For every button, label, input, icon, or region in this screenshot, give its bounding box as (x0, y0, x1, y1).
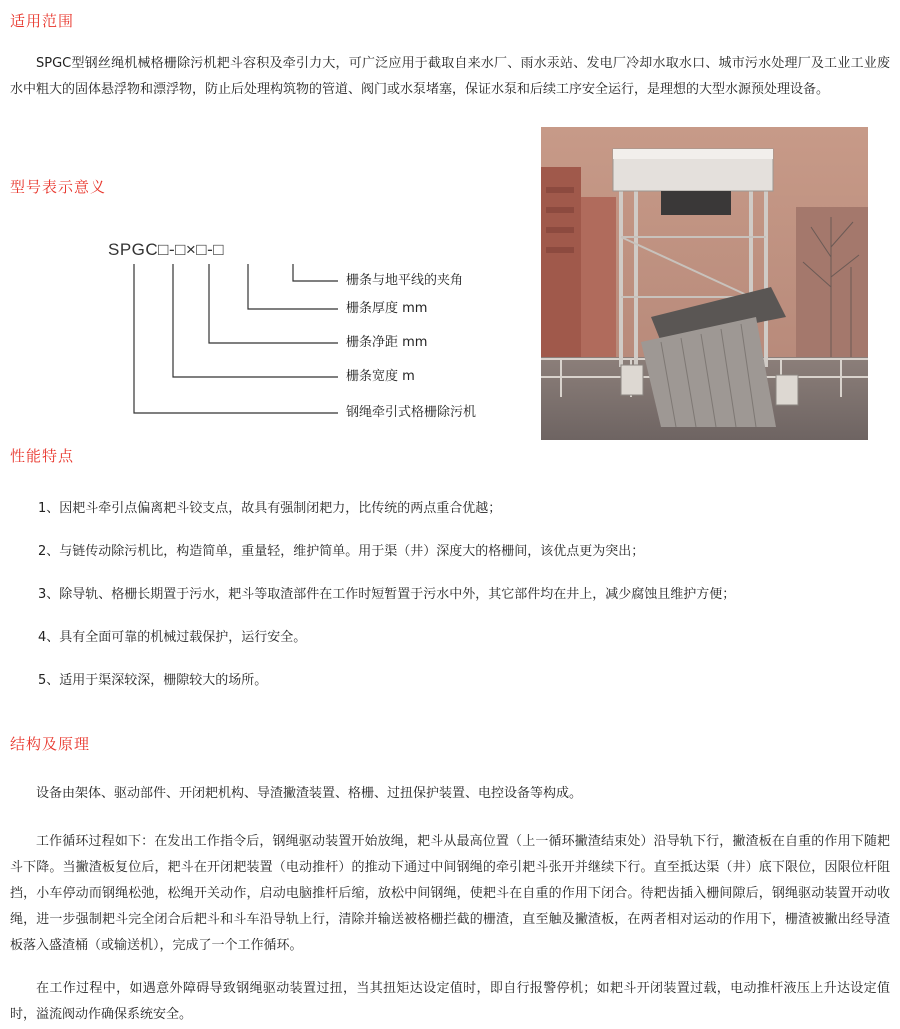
feature-item-1: 1、因耙斗牵引点偏离耙斗铰支点，故具有强制闭耙力，比传统的两点重合优越； (38, 501, 502, 516)
structure-paragraph-1: 设备由架体、驱动部件、开闭耙机构、导渣撇渣装置、格栅、过扭保护装置、电控设备等构成。 (36, 786, 583, 801)
scope-heading: 适用范围 (10, 12, 75, 30)
model-code: SPGC□-□×□-□ (108, 240, 224, 259)
model-label-spacing: 栅条净距 mm (346, 335, 428, 350)
equipment-photo (541, 127, 868, 440)
feature-item-4: 4、具有全面可靠的机械过载保护，运行安全。 (38, 630, 307, 645)
structure-heading: 结构及原理 (10, 735, 91, 753)
model-label-thickness: 栅条厚度 mm (346, 301, 428, 316)
structure-paragraph-2: 工作循环过程如下：在发出工作指令后，钢绳驱动装置开始放绳，耙斗从最高位置（上一循环撇渣结束处）沿导轨下行，撇渣板在自重的作用下随耙斗下降。当撇渣板复位后，耙斗在开闭耙装置（电动推杆）的推动下通过中间钢绳的牵引耙斗张开并继续下行。直至抵达渠（井）底下限位，因限位杆阻挡，小车停动而钢绳松弛，松绳开关动作，启动电脑推杆后缩，放松中间钢绳，使耙斗在自重的作用下闭合。待耙齿插入栅间隙后，钢绳驱动装置开动收绳，进一步强制耙斗完全闭合后耙斗和斗车沿导轨上行，清除并输送被格栅拦截的栅渣，直至触及撇渣板，在两者相对运动的作用下，栅渣被撇出经导渣板落入盛渣桶（或输送机），完成了一个工作循环。 (10, 834, 890, 953)
feature-item-2: 2、与链传动除污机比，构造简单，重量轻，维护简单。用于渠（井）深度大的格栅间，该优点更为突出； (38, 544, 645, 559)
model-label-type: 钢绳牵引式格栅除污机 (346, 405, 477, 420)
scope-paragraph: SPGC型钢丝绳机械格栅除污机耙斗容积及牵引力大，可广泛应用于截取自来水厂、雨水汞站、发电厂冷却水取水口、城市污水处理厂及工业工业废水中粗大的固体悬浮物和漂浮物，防止后处理构筑物的管道、阀门或水泵堵塞，保证水泵和后续工序安全运行，是理想的大型水源预处理设备。 (10, 56, 890, 97)
model-heading: 型号表示意义 (10, 178, 107, 196)
feature-item-5: 5、适用于渠深较深，栅隙较大的场所。 (38, 673, 268, 688)
feature-item-3: 3、除导轨、格栅长期置于污水，耙斗等取渣部件在工作时短暂置于污水中外，其它部件均在井上，减少腐蚀且维护方便； (38, 587, 736, 602)
model-label-angle: 栅条与地平线的夹角 (346, 273, 464, 288)
model-diagram-lines (0, 0, 540, 440)
model-label-width: 栅条宽度 m (346, 369, 415, 384)
structure-paragraph-3: 在工作过程中，如遇意外障碍导致钢绳驱动装置过扭，当其扭矩达设定值时，即自行报警停机；如耙斗开闭装置过载，电动推杆液压上升达设定值时，溢流阀动作确保系统安全。 (10, 981, 890, 1022)
features-heading: 性能特点 (10, 447, 75, 465)
